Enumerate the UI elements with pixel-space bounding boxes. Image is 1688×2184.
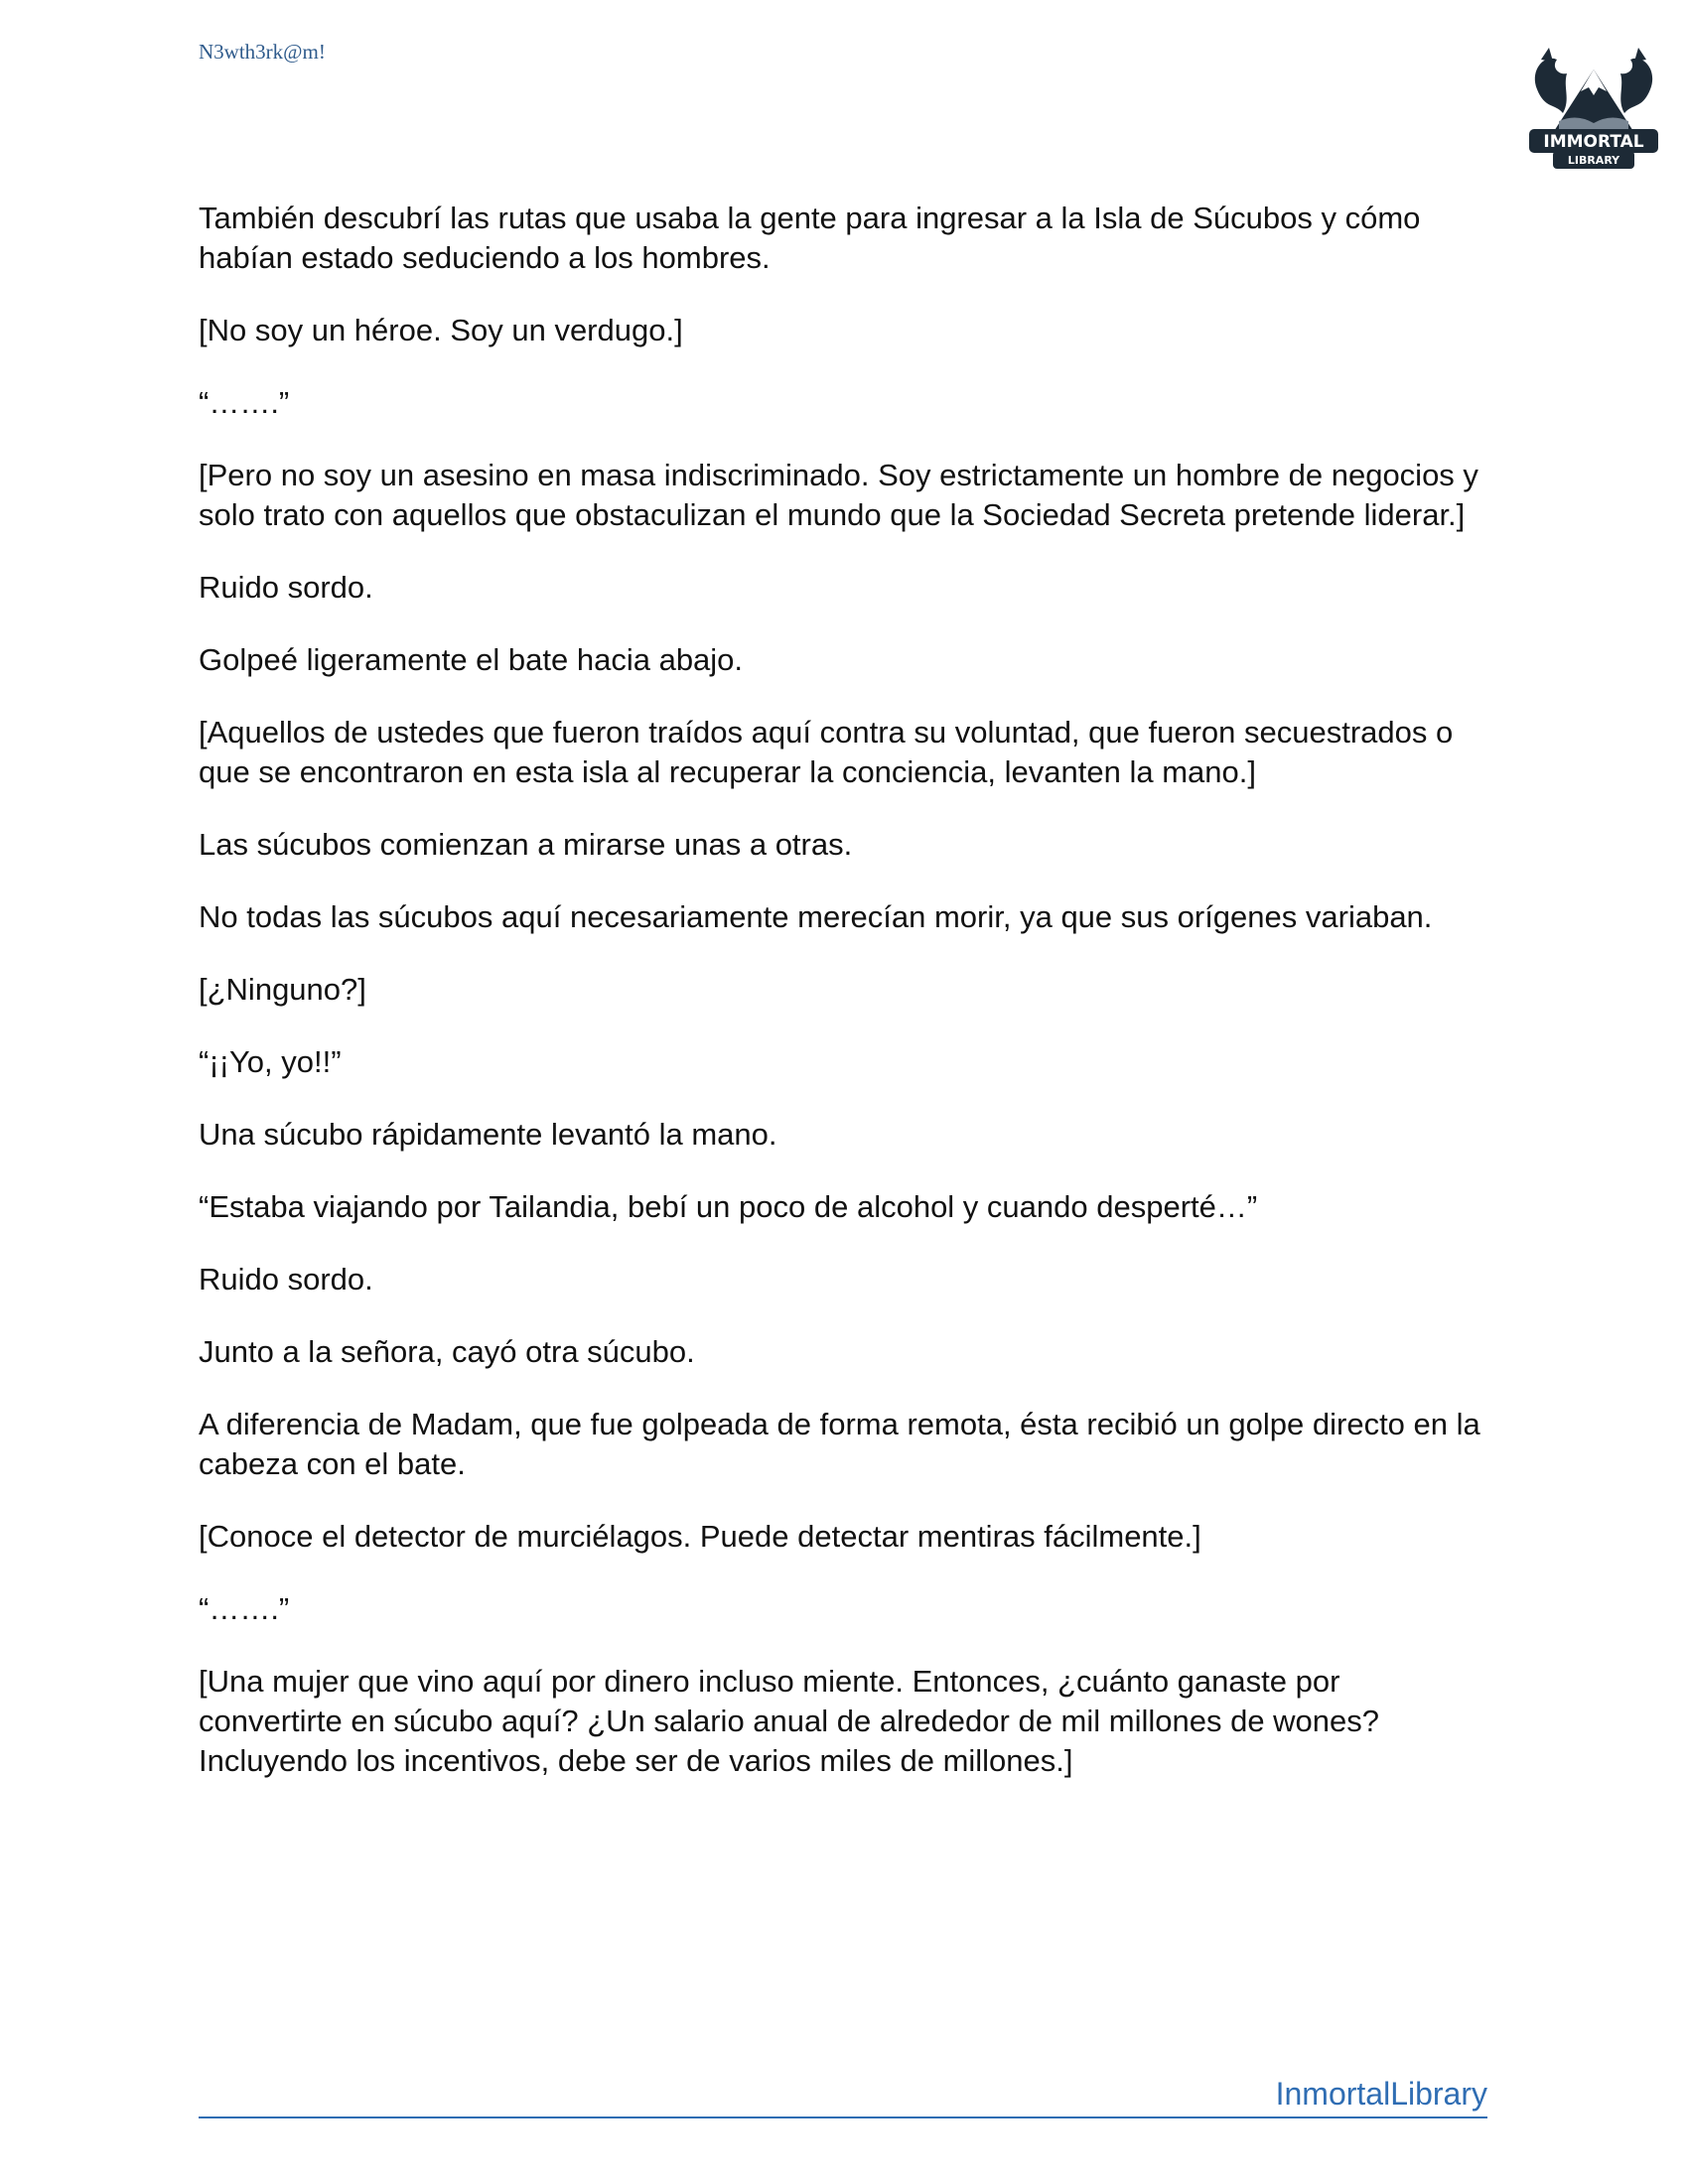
paragraph: Golpeé ligeramente el bate hacia abajo. (199, 642, 744, 677)
paragraph: Ruido sordo. (199, 1262, 373, 1297)
footer (199, 2071, 1487, 2118)
paragraph: “Estaba viajando por Tailandia, bebí un poco de alcohol y cuando desperté…” (199, 1189, 1258, 1224)
immortal-library-logo (1519, 30, 1668, 179)
paragraph: No todas las súcubos aquí necesariamente merecían morir, ya que sus orígenes variaban. (199, 899, 1433, 934)
footer-link[interactable]: InmortalLibrary (1275, 2076, 1487, 2112)
logo-text-bottom: LIBRARY (1567, 154, 1620, 167)
paragraph: Junto a la señora, cayó otra súcubo. (199, 1334, 695, 1369)
paragraph: [Pero no soy un asesino en masa indiscriminado. Soy estrictamente un hombre de negocios y solo trato con aquellos que obstaculizan el mundo que la Sociedad Secreta pretende liderar.] (199, 458, 1478, 532)
paragraph: “¡¡Yo, yo!!” (199, 1044, 342, 1079)
document-body (199, 199, 1489, 1814)
paragraph: Las súcubos comienzan a mirarse unas a otras. (199, 827, 853, 862)
paragraph: [Una mujer que vino aquí por dinero incluso miente. Entonces, ¿cuánto ganaste por convertirte en súcubo aquí? ¿Un salario anual de alrededor de mil millones de wones? Incluyendo los incentivos, debe ser de varios miles de millones.] (199, 1664, 1380, 1778)
paragraph: [Conoce el detector de murciélagos. Puede detectar mentiras fácilmente.] (199, 1519, 1201, 1554)
paragraph: “…….” (199, 1591, 290, 1626)
paragraph: Ruido sordo. (199, 570, 373, 605)
paragraph: “…….” (199, 385, 290, 420)
paragraph: [¿Ninguno?] (199, 972, 366, 1007)
paragraph: [No soy un héroe. Soy un verdugo.] (199, 313, 683, 347)
paragraph: A diferencia de Madam, que fue golpeada de forma remota, ésta recibió un golpe directo en la cabeza con el bate. (199, 1407, 1480, 1481)
paragraph: [Aquellos de ustedes que fueron traídos aquí contra su voluntad, que fueron secuestrados o que se encontraron en esta isla al recuperar la conciencia, levanten la mano.] (199, 715, 1454, 789)
paragraph: También descubrí las rutas que usaba la gente para ingresar a la Isla de Súcubos y cómo habían estado seduciendo a los hombres. (199, 201, 1421, 275)
header-note: N3wth3rk@m! (199, 40, 326, 64)
logo-text-top: IMMORTAL (1543, 132, 1644, 152)
paragraph: Una súcubo rápidamente levantó la mano. (199, 1117, 777, 1152)
